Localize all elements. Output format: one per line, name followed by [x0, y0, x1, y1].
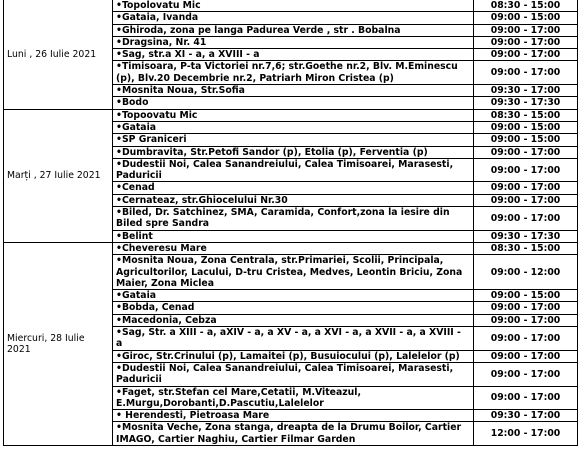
time-cell: 09:00 - 15:00 [474, 134, 578, 146]
time-cell: 09:30 - 17:30 [474, 230, 578, 242]
location-cell: •Mosnita Noua, Str.Sofia [113, 85, 474, 97]
location-cell: •Cernateaz, str.Ghiocelului Nr.30 [113, 194, 474, 206]
location-cell: •SP Graniceri [113, 134, 474, 146]
time-cell: 09:00 - 15:00 [474, 12, 578, 24]
location-cell: •Sag, Str. a XIII - a, aXIV - a, a XV - a, a XVI - a, a XVII - a, a XVIII - a [113, 327, 474, 351]
location-cell: •Biled, Dr. Satchinez, SMA, Caramida, Confort,zona la iesire din Biled spre Sandra [113, 207, 474, 231]
location-cell: •Gataia [113, 121, 474, 133]
time-cell: 09:00 - 17:00 [474, 49, 578, 61]
table-row [4, 109, 578, 121]
location-cell: •Dudestii Noi, Calea Sanandreiului, Calea Timisoarei, Marasesti, Paduricii [113, 158, 474, 182]
time-cell: 09:00 - 12:00 [474, 255, 578, 290]
table-row [4, 242, 578, 254]
location-cell: •Cheveresu Mare [113, 242, 474, 254]
time-cell: 08:30 - 15:00 [474, 242, 578, 254]
time-cell: 09:00 - 17:00 [474, 158, 578, 182]
day-cell: Marți , 27 Iulie 2021 [4, 109, 113, 242]
time-cell: 09:00 - 15:00 [474, 121, 578, 133]
location-cell: •Giroc, Str.Crinului (p), Lamaitei (p), Busuiocului (p), Lalelelor (p) [113, 350, 474, 362]
location-cell: •Cenad [113, 182, 474, 194]
location-cell: •Timisoara, P-ta Victoriei nr.7,6; str.Goethe nr.2, Blv. M.Eminescu (p), Blv.20 Decembrie nr.2, Patriarh Miron Cristea (p) [113, 61, 474, 85]
location-cell: • Herendesti, Pietroasa Mare [113, 410, 474, 422]
schedule-table [3, 0, 578, 446]
time-cell: 09:00 - 17:00 [474, 302, 578, 314]
location-cell: •Gataia, Ivanda [113, 12, 474, 24]
location-cell: •Bodo [113, 97, 474, 109]
time-cell: 09:00 - 17:00 [474, 362, 578, 386]
location-cell: •Bobda, Cenad [113, 302, 474, 314]
time-cell: 09:00 - 17:00 [474, 314, 578, 326]
time-cell: 09:00 - 17:00 [474, 194, 578, 206]
location-cell: •Dragsina, Nr. 41 [113, 36, 474, 48]
time-cell: 09:00 - 15:00 [474, 290, 578, 302]
time-cell: 09:30 - 17:00 [474, 410, 578, 422]
time-cell: 12:00 - 17:00 [474, 422, 578, 446]
location-cell: •Ghiroda, zona pe langa Padurea Verde , str . Bobalna [113, 24, 474, 36]
location-cell: •Dudestii Noi, Calea Sanandreiului, Calea Timisoarei, Marasesti, Paduricii [113, 362, 474, 386]
time-cell: 08:30 - 15:00 [474, 109, 578, 121]
day-cell: Miercuri, 28 Iulie 2021 [4, 242, 113, 445]
time-cell: 09:00 - 17:00 [474, 386, 578, 410]
location-cell: •Mosnita Noua, Zona Centrala, str.Primariei, Scolii, Principala, Agricultorilor, Lacului, D-tru Cristea, Medves, Leontin Briciu, Zona Maier, Zona Miclea [113, 255, 474, 290]
time-cell: 09:00 - 17:00 [474, 36, 578, 48]
location-cell: •Topoovatu Mic [113, 109, 474, 121]
table-row [4, 0, 578, 12]
schedule-body [4, 0, 578, 445]
location-cell: •Topolovatu Mic [113, 0, 474, 12]
location-cell: •Faget, str.Stefan cel Mare,Cetatii, M.Viteazul, E.Murgu,Dorobanti,D.Pascutiu,Lalelelor [113, 386, 474, 410]
location-cell: •Belint [113, 230, 474, 242]
time-cell: 09:00 - 17:00 [474, 146, 578, 158]
location-cell: •Dumbravita, Str.Petofi Sandor (p), Etolia (p), Ferventia (p) [113, 146, 474, 158]
day-cell: Luni , 26 Iulie 2021 [4, 0, 113, 109]
time-cell: 09:00 - 17:00 [474, 207, 578, 231]
location-cell: •Macedonia, Cebza [113, 314, 474, 326]
location-cell: •Gataia [113, 290, 474, 302]
location-cell: •Sag, str.a XI - a, a XVIII - a [113, 49, 474, 61]
time-cell: 09:00 - 17:00 [474, 350, 578, 362]
time-cell: 08:30 - 15:00 [474, 0, 578, 12]
time-cell: 09:30 - 17:00 [474, 85, 578, 97]
location-cell: •Mosnita Veche, Zona stanga, dreapta de la Drumu Boilor, Cartier IMAGO, Cartier Naghiu, Cartier Filmar Garden [113, 422, 474, 446]
time-cell: 09:00 - 17:00 [474, 61, 578, 85]
time-cell: 09:00 - 17:00 [474, 327, 578, 351]
time-cell: 09:00 - 17:00 [474, 182, 578, 194]
time-cell: 09:30 - 17:30 [474, 97, 578, 109]
time-cell: 09:00 - 17:00 [474, 24, 578, 36]
